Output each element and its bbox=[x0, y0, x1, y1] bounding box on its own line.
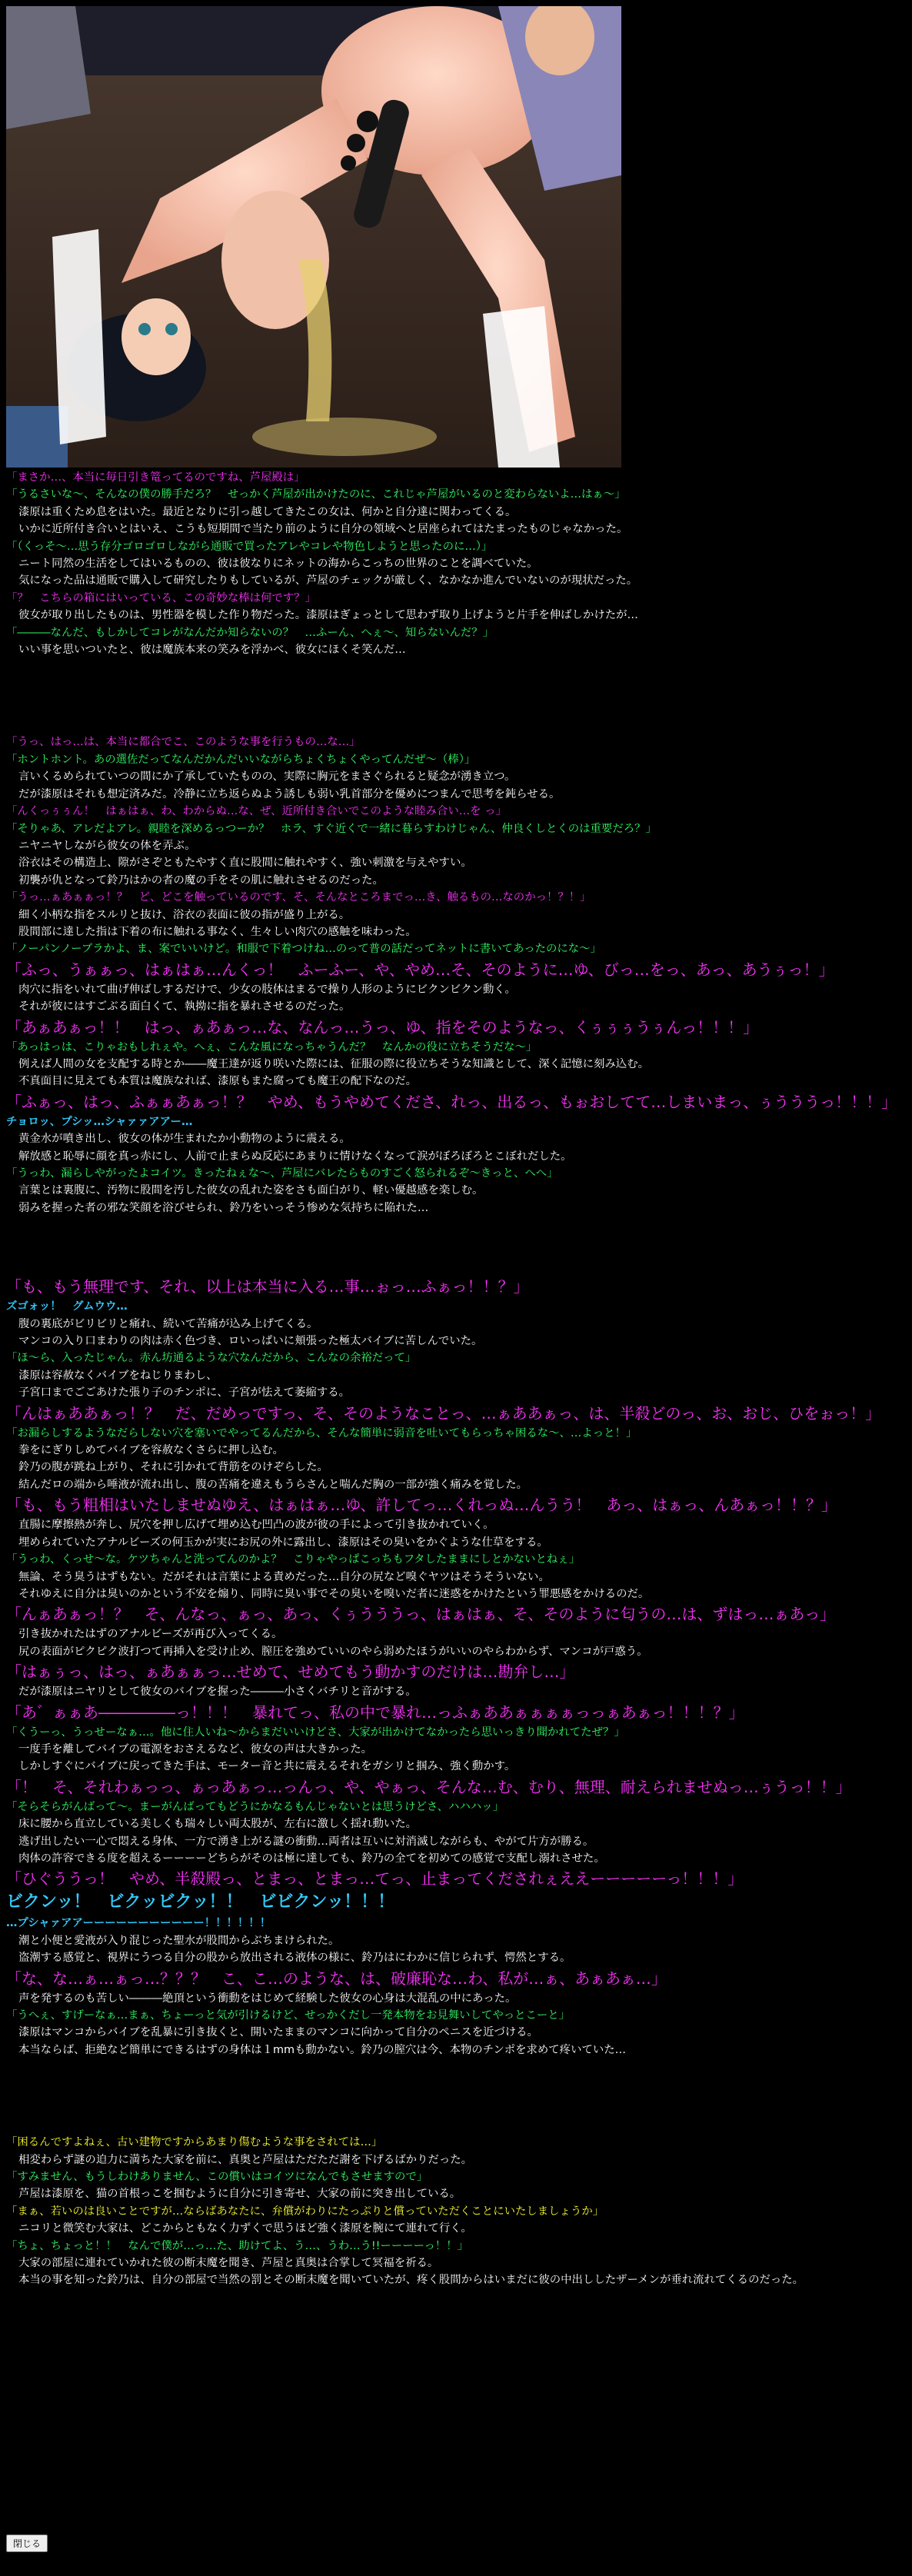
sound-effect-line: ズゴォッ！ グムウウ… bbox=[6, 1300, 128, 1313]
sound-effect-line: チョロッ、プシッ…シャァァアアー… bbox=[6, 1115, 193, 1128]
narration-line: 床に腰から直立している美しくも瑞々しい両太股が、左右に激しく揺れ動いた。 bbox=[18, 1818, 418, 1831]
dialogue-line: 「くうーっ、うっせーなぁ…。他に住人いね～からまだいいけどさ、大家が出かけてなかったら思いっきり聞かれてたぜ？」 bbox=[6, 1726, 625, 1739]
narration-line: 弱みを握った者の邪な笑顔を浴びせられ、鈴乃をいっそう惨めな気持ちに陥れた… bbox=[18, 1201, 429, 1214]
dialogue-line: 「まぁ、若いのは良いことですが…ならばあなたに、弁償がわりにたっぷりと償っていただくことにいたしましょうか」 bbox=[6, 2205, 604, 2218]
dialogue-line: 「？ こちらの箱にはいっている、この奇妙な棒は何です？」 bbox=[6, 591, 316, 604]
narration-line: 鈴乃の腹が跳ね上がり、それに引かれて背筋をのけぞらした。 bbox=[18, 1461, 328, 1474]
narration-line: だが漆原はニヤリとして彼女のバイブを握った―――小さくバチリと音がする。 bbox=[18, 1686, 417, 1699]
narration-line: 相変わらず謎の迫力に満ちた大家を前に、真奥と芦屋はただただ謝を下げるばかりだった。 bbox=[18, 2153, 473, 2166]
narration-line: 漆原は重くため息をはいた。最近となりに引っ越してきたこの女は、何かと自分達に関わってくる。 bbox=[18, 505, 517, 518]
narration-line: 股間部に達した指は下着の布に触れる事なく、生々しい肉穴の感触を味わった。 bbox=[18, 925, 417, 938]
narration-line: 芦屋は漆原を、猫の首根っこを掴むように自分に引き寄せ、大家の前に突き出している。 bbox=[18, 2188, 461, 2201]
dialogue-line: 「ホントホント。あの選佐だってなんだかんだいいながらちょくちょくやってんだぜ～（棒）」 bbox=[6, 753, 476, 766]
narration-line: 漆原は容赦なくバイブをねじりまわし、 bbox=[18, 1369, 218, 1382]
narration-line: 引き抜かれたはずのアナルビーズが再び入ってくる。 bbox=[18, 1628, 283, 1641]
dialogue-line: 「も、もう粗相はいたしませぬゆえ、はぁはぁ…ゆ、許してっ…くれっぬ…んうう！ あっ、はぁっ、んあぁっ！！？」 bbox=[6, 1496, 837, 1515]
dialogue-line: 「ふっ、うぁぁっ、はぁはぁ…んくっ！ ふーふー、や、やめ…そ、そのように…ゆ、びっ…をっ、あっ、あうぅっ！」 bbox=[6, 960, 834, 979]
dialogue-line: 「うっ、はっ…は、本当に都合でこ、このような事を行うもの…な…」 bbox=[6, 736, 361, 749]
dialogue-line: 「そらそらがんばって～。まーがんばってもどうにかなるもんじゃないとは思うけどさ、ハハハッ」 bbox=[6, 1800, 504, 1813]
narration-line: 子宮口までごごあけた張り子のチンポに、子宮が怯えて萎縮する。 bbox=[18, 1386, 351, 1399]
narration-line: それが彼にはすごぶる面白くて、執拗に指を暴れさせるのだった。 bbox=[18, 1000, 351, 1013]
dialogue-line: 「ほ～ら、入ったじゃん。赤ん坊通るような穴なんだから、こんなの余裕だって」 bbox=[6, 1352, 417, 1365]
dialogue-line: 「はぁぅっ、はっ、ぁあぁぁっ…せめて、せめてもう動かすのだけは…勘弁し…」 bbox=[6, 1662, 575, 1682]
narration-line: 直腸に摩擦熱が奔し、尻穴を押し広げて埋め込む凹凸の波が彼の手によって引き抜かれていく。 bbox=[18, 1519, 494, 1532]
narration-line: 尻の表面がピクピク波打つて再挿入を受け止め、膣圧を強めていいのやら弱めたほうがいいのやらわからず、マンコが戸惑う。 bbox=[18, 1645, 648, 1658]
dialogue-line: 「―――なんだ、もしかしてコレがなんだか知らないの？ …ふーん、へぇ～、知らないんだ？」 bbox=[6, 626, 494, 639]
narration-line: 本当ならば、拒絶など簡単にできるはずの身体は１mmも動かない。鈴乃の膣穴は今、本物のチンポを求めて疼いていた… bbox=[18, 2043, 627, 2056]
dialogue-line: 「うっ…ぁあぁぁっ！？ ど、どこを触っているのです、そ、そんなところまでっ…き、触るもの…なのかっ！？！」 bbox=[6, 891, 591, 904]
narration-line: それゆえに自分は臭いのかという不安を煽り、同時に臭い事でその臭いを嗅いだ者に迷惑をかけたという罪悪感をかけるのだ。 bbox=[18, 1587, 650, 1600]
narration-line: 解放感と恥辱に顔を真っ赤にし、人前で止まらぬ反応にあまりに情けなくなって涙がぼろぼろとこぼれだした。 bbox=[18, 1150, 572, 1163]
narration-line: 声を発するのも苦しい―――絶頂という衝動をはじめて経験した彼女の心身は大混乱の中にあった。 bbox=[18, 1992, 517, 2005]
narration-line: 肉穴に指をいれて曲げ伸ばしするだけで、少女の肢体はまるで操り人形のようにビクンビクン動く。 bbox=[18, 983, 516, 996]
sound-effect-line: …プシャァアアーーーーーーーーーーー！！！！！！ bbox=[6, 1917, 271, 1930]
narration-line: 黄金水が噴き出し、彼女の体が生まれたか小動物のように震える。 bbox=[18, 1133, 351, 1146]
narration-line: 結んだロの端から唾液が流れ出し、腹の苦痛を違えもうらさんと喘んだ胸の一部が強く痛みを覚した。 bbox=[18, 1478, 528, 1491]
narration-line: 本当の事を知った鈴乃は、自分の部屋で当然の罰とその断末魔を聞いていたが、疼く股間からはいまだに彼の中出ししたザーメンが垂れ流れてくるのだった。 bbox=[18, 2274, 804, 2287]
narration-line: ニヤニヤしながら彼女の体を弄ぶ。 bbox=[18, 839, 196, 852]
close-button[interactable]: 閉じる bbox=[6, 2534, 48, 2552]
dialogue-line: 「うへぇ、すげーなぁ…まぁ、ちょーっと気が引けるけど、せっかくだし一発本物をお見舞いしてやっとこーと」 bbox=[6, 2009, 571, 2022]
narration-line: 細く小柄な指をスルリと抜け、浴衣の表面に彼の指が盛り上がる。 bbox=[18, 908, 351, 921]
narration-line: 盗潮する感覚と、視界にうつる自分の股から放出される液体の様に、鈴乃はにわかに信じられず、愕然とする。 bbox=[18, 1952, 571, 1965]
dialogue-line: 「ちょ、ちょっと！！ なんで僕が…っ…た、助けてよ、う…、うわ…う!!ーーーーっ！！」 bbox=[6, 2239, 468, 2252]
narration-line: 言いくるめられていつの間にか了承していたものの、実際に胸元をまさぐられると疑念が湧き立つ。 bbox=[18, 770, 516, 784]
narration-line: 肉体の許容できる度を超えるーーーーどちらがそのは極に達しても、鈴乃の全てを初めての感覚で支配し溺れさせた。 bbox=[18, 1852, 605, 1865]
narration-line: 浴衣はその構造上、隙がさぞともたやすく直に股間に触れやすく、強い刺激を与えやすい。 bbox=[18, 857, 472, 870]
narration-line: 無論、そう臭うはずもない。だがそれは言葉による責めだった…自分の尻など嗅ぐヤツはそうそういない。 bbox=[18, 1570, 550, 1583]
dialogue-line: 「あっはっは、こりゃおもしれぇや。へぇ、こんな風になっちゃうんだ？ なんかの役に立ちそうだな～」 bbox=[6, 1040, 538, 1053]
narration-line: ニコリと微笑む大家は、どこからともなく力ずくで思うほど強く漆原を腕にて連れて行く。 bbox=[18, 2222, 472, 2235]
dialogue-line: 「！ そ、それわぁっっ、ぁっあぁっ…っんっ、や、やぁっ、そんな…む、むり、無理、耐えられませぬっ…ぅうっ！！」 bbox=[6, 1777, 851, 1796]
dialogue-line: 「うっわ、くっせ～な。ケツちゃんと洗ってんのかよ？ こりゃやっぱこっちもフタしたままにしとかないとねぇ」 bbox=[6, 1553, 581, 1566]
narration-line: ニート同然の生活をしてはいるものの、彼は彼なりにネットの海からこっちの世界のことを調べていた。 bbox=[18, 557, 538, 571]
dialogue-line: 「ふぁっ、はっ、ふぁぁあぁっ！？ やめ、もうやめてくださ、れっ、出るっ、もぉおしてて…しまいまっ、ぅうううっ！！！」 bbox=[6, 1092, 897, 1111]
narration-line: しかしすぐにバイブに戻ってきた手は、モーター音と共に震えるそれをガシリと掴み、強く動かす。 bbox=[18, 1760, 516, 1773]
dialogue-line: 「ひぐううっ！ やめ、半殺殿っ、とまっ、とまっ…てっ、止まってくだされぇええーーーーーっ！！！」 bbox=[6, 1869, 744, 1889]
narration-line: マンコの入り口まわりの肉は赤く色づき、ロいっぱいに頬張った極太バイブに苦しんでいた。 bbox=[18, 1335, 483, 1348]
story-text bbox=[6, 469, 906, 2289]
dialogue-line: 「ノーパンノーブラかよ、ま、案でいいけど。和服で下着つけね…のって普の話だってネットに書いてあったのにな～」 bbox=[6, 943, 601, 956]
narration-line: 例えば人間の女を支配する時とか――魔王達が返り咲いた際には、征服の際に役立ちそうな知識として、深く記憶に刻み込む。 bbox=[18, 1057, 649, 1070]
paragraph-gap bbox=[6, 1229, 906, 1263]
narration-line: 言葉とは裏腹に、汚物に股間を汚した彼女の乱れた姿をさも面白がり、軽い優越感を楽しむ。 bbox=[18, 1184, 484, 1197]
narration-line: 彼女が取り出したものは、男性器を模した作り物だった。漆原はぎょっとして思わず取り上げようと片手を伸ばしかけたが… bbox=[18, 609, 638, 622]
narration-line: 潮と小便と愛液が入り混じった聖水が股間からぶちまけられた。 bbox=[18, 1934, 340, 1947]
dialogue-line: 「も、もう無理です、それ、以上は本当に入る…事…ぉっ…ふぁっ！！？」 bbox=[6, 1277, 529, 1296]
paragraph-gap bbox=[6, 2071, 906, 2122]
narration-line: 気になった品は通販で購入して研究したりもしているが、芦屋のチェックが厳しく、なかなか進んでいないのが現状だった。 bbox=[18, 574, 638, 587]
dialogue-line: 「んはぁああぁっ！？ だ、だめっですっ、そ、そのようなことっ、…ぁああぁっ、は、半殺どのっ、お、おじ、ひをぉっ！」 bbox=[6, 1403, 881, 1423]
dialogue-line: 「すみません、もうしわけありません、この償いはコイツになんでもさせますので」 bbox=[6, 2171, 428, 2184]
paragraph-gap bbox=[6, 671, 906, 721]
dialogue-line: 「（くっそ～…思う存分ゴロゴロしながら通販で買ったアレやコレや物色しようと思ったのに…）」 bbox=[6, 540, 493, 553]
dialogue-line: 「そりゃあ、アレだよアレ。親睦を深めるっつーか？ ホラ、すぐ近くで一緒に暮らすわけじゃん、仲良くしとくのは重要だろ？」 bbox=[6, 822, 657, 835]
narration-line: 拳をにぎりしめてバイブを容赦なくさらに押し込む。 bbox=[18, 1444, 284, 1457]
narration-line: 大家の部屋に連れていかれた彼の断末魔を聞き、芦屋と真奥は合掌して冥福を祈る。 bbox=[18, 2257, 439, 2270]
narration-line: 逃げ出したい一心で悶える身体、一方で湧き上がる謎の衝動…両者は互いに対消滅しながらも、やがて片方が勝る。 bbox=[18, 1835, 594, 1848]
dialogue-line: 「うっわ、漏らしやがったよコイツ。きったねぇな～、芦屋にバレたらものすごく怒られるぞ～きっと、へへ」 bbox=[6, 1167, 558, 1180]
dialogue-line: 「お漏らしするようなだらしない穴を塞いでやってるんだから、そんな簡単に弱音を吐いてもらっちゃ困るな～、…よっと！」 bbox=[6, 1426, 637, 1439]
illustration-art bbox=[6, 6, 621, 468]
narration-line: いかに近所付き合いとはいえ、こうも短期間で当たり前のように自分の領域へと居座られてはたまったものじゃなかった。 bbox=[18, 523, 628, 536]
scene-illustration bbox=[6, 6, 621, 468]
narration-line: だが漆原はそれも想定済みだ。冷静に立ち返らぬよう誘しも弱い乳首部分を優めにつまんで思考を鈍らせる。 bbox=[18, 787, 561, 800]
dialogue-line: 「まさか…、本当に毎日引き篭ってるのですね、芦屋殿は」 bbox=[6, 471, 305, 484]
dialogue-line: 「あ゛ぁぁあ―――――っ！！！ 暴れてっ、私の中で暴れ…っふぁああぁぁぁぁっっぁあぁっ！！！？」 bbox=[6, 1702, 744, 1722]
narration-line: 埋められていたアナルビーズの何玉かが実にお尻の外に露出し、漆原はその臭いをかぐような仕草をする。 bbox=[18, 1536, 548, 1549]
dialogue-line: 「な、な…ぁ…ぁっ…？？？ こ、こ…のような、は、破廉恥な…わ、私が…ぁ、あぁあぁ…」 bbox=[6, 1969, 667, 1988]
narration-line: 腹の裏底がビリビリと痛れ、続いて苦痛が込み上げてくる。 bbox=[18, 1317, 318, 1330]
sound-effect-line: ビクンッ！ ビクッビクッ！！ ビビクンッ！！！ bbox=[6, 1892, 395, 1912]
narration-line: 初襲が仇となって鈴乃はかの者の魔の手をその肌に触れさせるのだった。 bbox=[18, 874, 384, 887]
dialogue-line: 「んぁあぁっ！？ そ、んなっ、ぁっ、あっ、くぅうううっ、はぁはぁ、そ、そのように匂うの…は、ずはっ…ぁあっ」 bbox=[6, 1605, 836, 1624]
narration-line: 漆原はマンコからバイブを乱暴に引き抜くと、開いたままのマンコに向かって自分のペニスを近づける。 bbox=[18, 2026, 538, 2039]
narration-line: 一度手を離してバイブの電源をおさえるなど、彼女の声は大きかった。 bbox=[18, 1742, 373, 1756]
narration-line: 不真面目に見えても本質は魔族なれば、漆原もまた腐っても魔王の配下なのだ。 bbox=[18, 1075, 418, 1088]
dialogue-line: 「あぁあぁっ！！ はっ、ぁあぁっ…な、なんっ…うっ、ゆ、指をそのようなっ、くぅぅぅうぅんっ！！！」 bbox=[6, 1017, 759, 1037]
dialogue-line: 「困るんですよねぇ、古い建物ですからあまり傷むような事をされては…」 bbox=[6, 2136, 383, 2149]
dialogue-line: 「んくっぅぅん！ はぁはぁ、わ、わからぬ…な、ぜ、近所付き合いでこのような睦み合い…を っ」 bbox=[6, 805, 507, 818]
narration-line: いい事を思いついたと、彼は魔族本来の笑みを浮かべ、彼女にほくそ笑んだ… bbox=[18, 644, 406, 657]
dialogue-line: 「うるさいな～、そんなの僕の勝手だろ？ せっかく芦屋が出かけたのに、これじゃ芦屋がいるのと変わらないよ…はぁ～」 bbox=[6, 488, 626, 501]
